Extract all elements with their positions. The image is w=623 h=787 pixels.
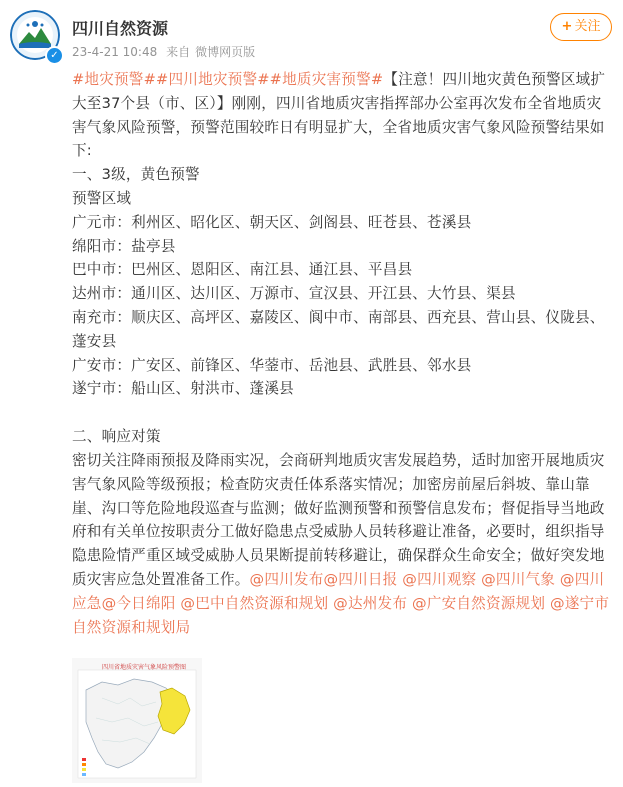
timestamp[interactable]: 23-4-21 10:48 (72, 45, 158, 59)
section-heading: 二、响应对策 (72, 428, 161, 446)
intro-text: 【注意！四川地灾黄色预警区域扩大至37个县（市、区）】刚刚，四川省地质灾害指挥部办公室再次发布全省地质灾害气象风险预警，预警范围较昨日有明显扩大，全省地质灾害气象风险预警结果如下: (72, 71, 606, 160)
region-line: 巴中市：巴州区、恩阳区、南江县、通江县、平昌县 (72, 261, 413, 279)
follow-button[interactable] (550, 13, 612, 41)
map-title: 四川省地质灾害气象风险预警图 (102, 664, 187, 671)
hashtag-link[interactable]: #地灾预警# (72, 71, 157, 88)
mention-links[interactable]: @四川发布@四川日报 @四川观察 @四川气象 @四川应急@今日绵阳 @巴中自然资源和规划 @达州发布 @广安自然资源规划 @遂宁市自然资源和规划局 (72, 570, 610, 636)
region-line: 南充市：顺庆区、高坪区、嘉陵区、阆中市、南部县、西充县、营山县、仪陇县、蓬安县 (72, 308, 605, 350)
region-line: 达州市：通川区、达川区、万源市、宣汉县、开江县、大竹县、渠县 (72, 285, 516, 303)
hashtag-link[interactable]: #地质灾害预警# (269, 71, 384, 88)
follow-label: 关注 (574, 19, 601, 34)
response-paragraph (72, 449, 615, 639)
region-line: 绵阳市：盐亭县 (72, 237, 176, 255)
region-header: 预警区域 (72, 189, 132, 207)
hashtag-link[interactable]: #四川地灾预警# (156, 71, 270, 88)
intro-paragraph (72, 68, 615, 163)
source-prefix: 来自 (166, 45, 191, 59)
verified-badge-icon: ✓ (45, 46, 64, 65)
post-content (72, 68, 615, 639)
response-text: 密切关注降雨预报及降雨实况，会商研判地质灾害发展趋势，适时加密开展地质灾害气象风险等级预报；检查防灾责任体系落实情况；加密房前屋后斜坡、靠山靠崖、沟口等危险地段巡查与监测；做好监测预警和预警信息发布；督促指导当地政府和有关单位按职责分工做好隐患点受威胁人员转移避让准备，必要时，组织指导隐患险情严重区域受威胁人员果断提前转移避让，确保群众生命安全；做好突发地质灾害应急处置准备工作。 (72, 451, 605, 588)
author-name[interactable]: 四川自然资源 (72, 19, 169, 38)
source-label: 微博网页版 (195, 45, 256, 59)
sichuan-map-image (72, 658, 202, 783)
section-heading: 一、3级，黄色预警 (72, 166, 200, 184)
post-meta (72, 43, 260, 60)
region-line: 广安市：广安区、前锋区、华蓥市、岳池县、武胜县、邻水县 (72, 356, 472, 374)
region-line: 遂宁市：船山区、射洪市、蓬溪县 (72, 380, 294, 398)
plus-icon: + (561, 19, 573, 34)
post-header (0, 0, 623, 70)
spacer (72, 401, 615, 425)
map-thumbnail[interactable] (72, 658, 202, 783)
region-line: 广元市：利州区、昭化区、朝天区、剑阁县、旺苍县、苍溪县 (72, 213, 472, 231)
